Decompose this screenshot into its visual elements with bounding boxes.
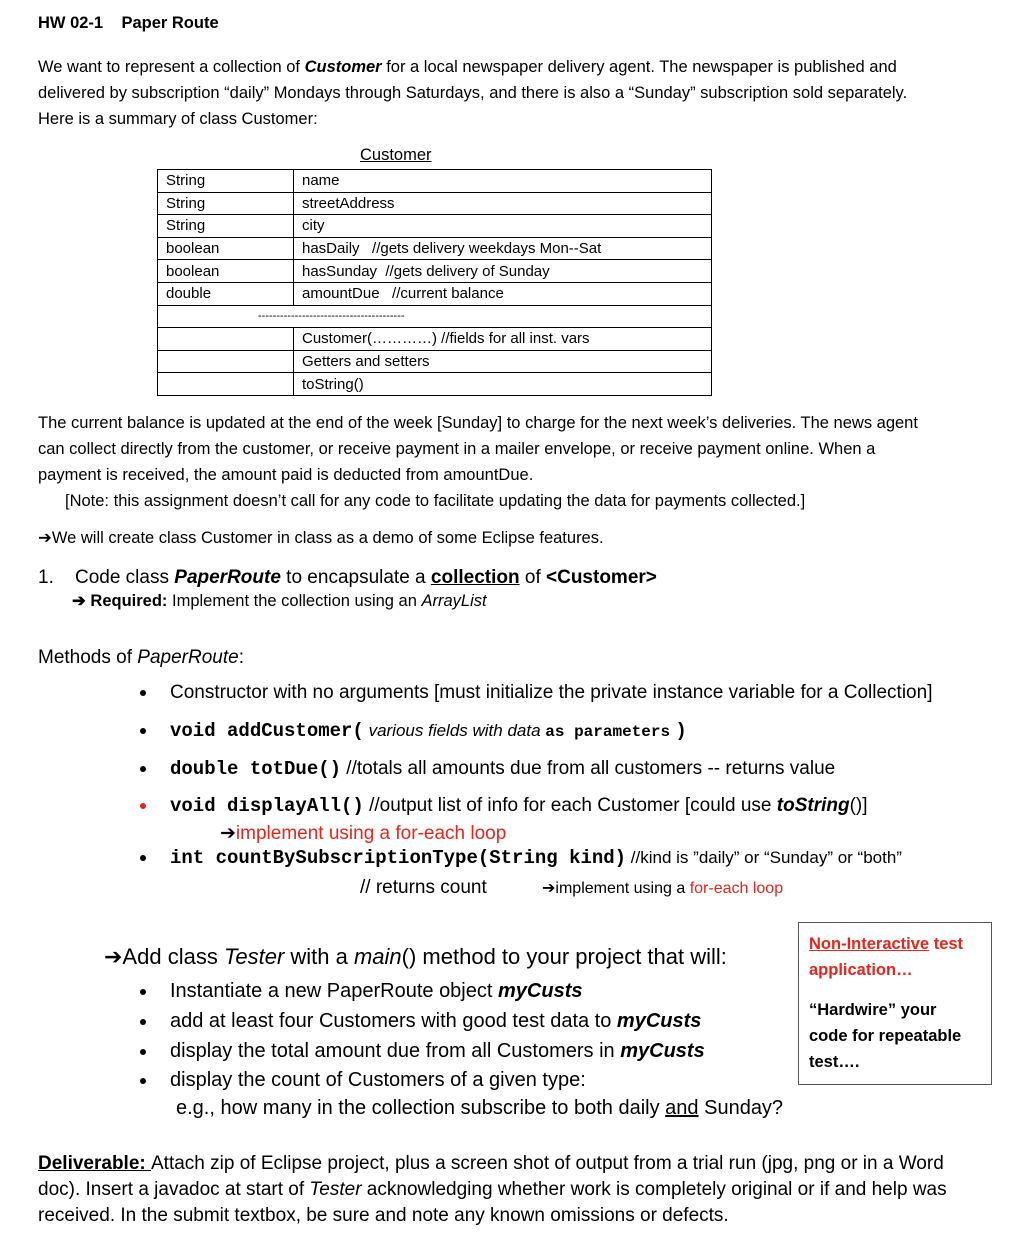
bullet-icon <box>140 803 146 809</box>
method-countbysubscriptiontype <box>170 847 902 869</box>
side-note-box <box>798 922 992 1085</box>
box-text: test…. <box>809 1053 860 1071</box>
box-text: Non-Interactive <box>809 935 930 953</box>
bullet-icon <box>140 1078 146 1084</box>
table-row <box>158 170 712 193</box>
table-row <box>158 215 712 238</box>
bullet-icon <box>140 728 146 734</box>
displayall-note <box>220 822 506 845</box>
task-type: <Customer> <box>546 567 657 588</box>
method-code: void displayAll() <box>170 795 364 817</box>
task-number: 1. <box>38 567 54 588</box>
item-text: e.g., how many in the collection subscribe to both daily <box>176 1097 666 1119</box>
table-row <box>158 350 712 373</box>
heading-text: Methods of <box>38 647 138 668</box>
intro-text: We want to represent a collection of <box>38 58 305 76</box>
method-name: Customer(…………) //fields for all inst. vars <box>294 328 712 351</box>
field-name: hasDaily //gets delivery weekdays Mon--Sat <box>294 237 712 260</box>
method-desc: ()] <box>849 795 868 816</box>
item-text: Instantiate a new PaperRoute object <box>170 980 498 1002</box>
note-text: implement using a <box>555 880 690 897</box>
method-desc: //output list of info for each Customer [could use <box>363 795 777 816</box>
table-row <box>158 328 712 351</box>
heading-text: with a <box>284 944 354 969</box>
empty-cell <box>158 350 294 373</box>
title-name: Paper Route <box>121 14 219 32</box>
tester-item: display the count of Customers of a given type: <box>170 1069 586 1091</box>
table-row <box>158 260 712 283</box>
tester-heading <box>104 944 727 970</box>
task-text: to encapsulate a <box>280 567 431 588</box>
note-line: [Note: this assignment doesn’t call for any code to facilitate updating the data for payments collected.] <box>65 492 806 510</box>
item-text: and <box>665 1097 699 1119</box>
box-text: test <box>929 935 964 953</box>
para-line: Attach zip of Eclipse project, plus a screen shot of output from a trial run (jpg, png or in a Word <box>151 1153 944 1174</box>
table-row <box>158 305 712 328</box>
box-text: code for repeatable <box>809 1027 962 1045</box>
heading-class: PaperRoute <box>137 647 239 668</box>
intro-paragraph <box>38 54 907 132</box>
req-label: ➔ Required: <box>72 592 168 610</box>
countby-note <box>542 878 783 898</box>
method-code: int countBySubscriptionType(String kind) <box>170 847 627 869</box>
deliverable-label: Deliverable: <box>38 1153 151 1174</box>
item-text: Sunday? <box>698 1097 784 1119</box>
heading-text: ➔Add class <box>104 944 224 969</box>
deliverable-paragraph <box>38 1151 947 1229</box>
item-text: display the total amount due from all Customers in <box>170 1040 621 1062</box>
intro-class: Customer <box>304 58 382 76</box>
table-row <box>158 373 712 396</box>
field-name: hasSunday //gets delivery of Sunday <box>294 260 712 283</box>
bullet-icon <box>140 1049 146 1055</box>
method-code: as parameters <box>545 723 671 741</box>
item-var: myCusts <box>616 1010 702 1032</box>
method-desc: //totals all amounts due from all customers -- returns value <box>341 758 836 779</box>
balance-paragraph <box>38 410 918 514</box>
main-method: main <box>353 944 402 969</box>
para-line: payment is received, the amount paid is deducted from amountDue. <box>38 466 534 484</box>
box-text: “Hardwire” your <box>809 1001 937 1019</box>
arrow-icon: ➔ <box>220 823 236 844</box>
task-1 <box>38 567 657 589</box>
returns-note: // returns count <box>360 877 487 898</box>
method-name: toString() <box>294 373 712 396</box>
heading-text: : <box>238 647 244 668</box>
field-name: amountDue //current balance <box>294 282 712 305</box>
arrow-icon: ➔ <box>542 880 556 897</box>
tester-item <box>170 1040 705 1063</box>
method-displayall <box>170 795 868 817</box>
tester-class: Tester <box>223 944 285 969</box>
para-line: doc). Insert a javadoc at start of <box>38 1179 310 1200</box>
field-type: String <box>158 192 294 215</box>
bullet-icon <box>140 989 146 995</box>
intro-text: delivered by subscription “daily” Mondays through Saturdays, and there is also a “Sunday” subscription sold separately. <box>38 84 908 102</box>
demo-note: ➔We will create class Customer in class as a demo of some Eclipse features. <box>38 529 604 547</box>
field-name: city <box>294 215 712 238</box>
para-line: The current balance is updated at the end of the week [Sunday] to charge for the next week’s deliveries. The news agent <box>38 414 918 432</box>
intro-text: for a local newspaper delivery agent. The newspaper is published and <box>381 58 897 76</box>
title-code: HW 02-1 <box>38 14 104 32</box>
task-text: of <box>519 567 546 588</box>
req-class: ArrayList <box>421 592 487 610</box>
bullet-icon <box>140 1019 146 1025</box>
item-text: add at least four Customers with good test data to <box>170 1010 617 1032</box>
req-text: Implement the collection using an <box>167 592 422 610</box>
tester-item <box>170 980 582 1003</box>
method-code: double totDue() <box>170 758 342 780</box>
empty-cell <box>158 328 294 351</box>
bullet-icon <box>140 855 146 861</box>
method-constructor: Constructor with no arguments [must initialize the private instance variable for a Collection] <box>170 682 933 703</box>
para-line: acknowledging whether work is completely original or if and help was <box>361 1179 947 1200</box>
method-desc: toString <box>776 795 850 816</box>
field-type: boolean <box>158 260 294 283</box>
method-addcustomer <box>170 720 687 742</box>
task-collection: collection <box>430 567 520 588</box>
table-row <box>158 282 712 305</box>
method-code: void addCustomer( <box>170 720 364 742</box>
tester-item <box>170 1010 701 1033</box>
uml-table <box>157 169 712 396</box>
para-line: received. In the submit textbox, be sure and note any known omissions or defects. <box>38 1205 729 1226</box>
uml-class-name: Customer <box>360 146 432 164</box>
empty-cell <box>158 373 294 396</box>
tester-example <box>176 1097 783 1120</box>
field-name: streetAddress <box>294 192 712 215</box>
field-type: boolean <box>158 237 294 260</box>
para-line: Tester <box>309 1179 362 1200</box>
field-type: String <box>158 215 294 238</box>
bullet-icon <box>140 766 146 772</box>
field-type: String <box>158 170 294 193</box>
task-class: PaperRoute <box>174 567 281 588</box>
method-name: Getters and setters <box>294 350 712 373</box>
note-text: for-each loop <box>689 880 784 897</box>
method-code: ) <box>675 720 687 742</box>
para-line: can collect directly from the customer, or receive payment in a mailer envelope, or receive payment online. When a <box>38 440 876 458</box>
method-desc: various fields with data <box>363 721 546 740</box>
doc-title <box>38 14 219 33</box>
bullet-icon <box>140 690 146 696</box>
method-totdue <box>170 758 835 780</box>
note-text: implement using a for-each loop <box>235 823 507 844</box>
task-requirement <box>72 591 487 611</box>
methods-heading <box>38 647 244 669</box>
table-row <box>158 192 712 215</box>
uml-separator: ---------------------------------------- <box>158 305 712 328</box>
task-text: Code class <box>74 567 175 588</box>
intro-text: Here is a summary of class Customer: <box>38 110 318 128</box>
field-name: name <box>294 170 712 193</box>
method-desc: //kind is ”daily” or “Sunday” or “both” <box>626 848 902 867</box>
item-var: myCusts <box>620 1040 705 1062</box>
table-row <box>158 237 712 260</box>
field-type: double <box>158 282 294 305</box>
box-text: application… <box>809 961 913 979</box>
item-var: myCusts <box>498 980 583 1002</box>
heading-text: () method to your project that will: <box>401 944 727 969</box>
